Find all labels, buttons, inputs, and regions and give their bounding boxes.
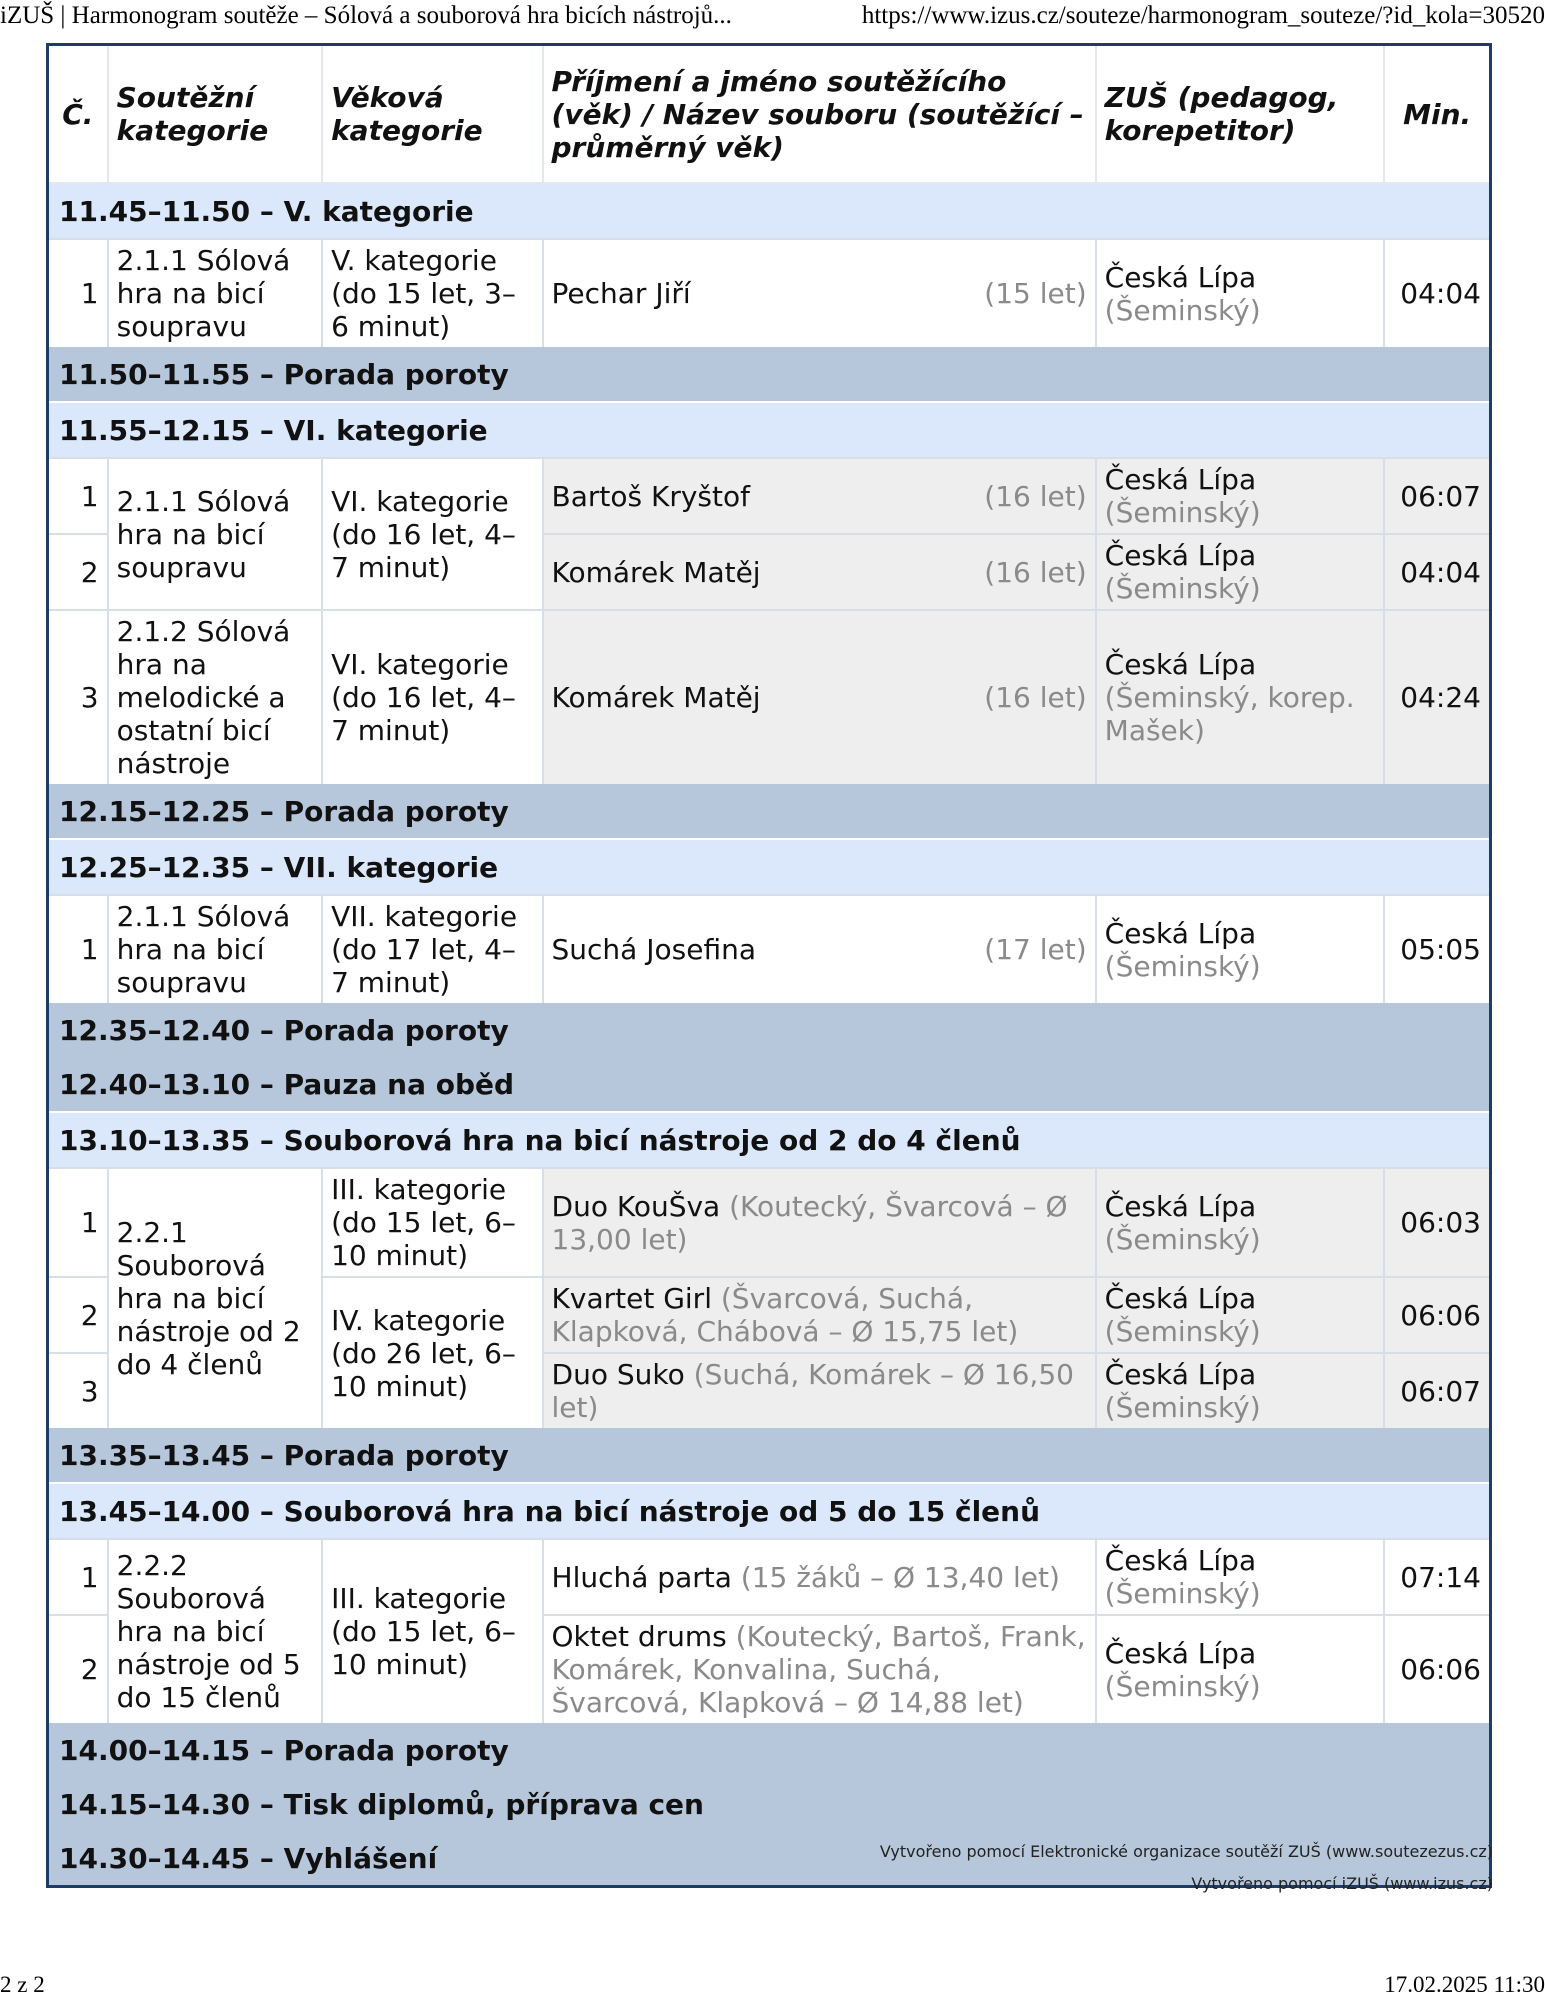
school	[1096, 1539, 1385, 1615]
contestant	[543, 534, 1096, 610]
school-name: Česká Lípa	[1104, 916, 1257, 950]
ensemble-members: (Koutecký, Švarcová – Ø 13,00 let)	[551, 1189, 1068, 1256]
competition-category: 2.1.1 Sólová hra na bicí soupravu	[108, 239, 322, 347]
section-heading: 14.15–14.30 – Tisk diplomů, příprava cen	[48, 1777, 1491, 1831]
print-datetime: 17.02.2025 11:30	[1384, 1972, 1545, 1997]
ensemble	[543, 1168, 1096, 1277]
credits-line-2: Vytvořeno pomocí iZUŠ (www.izus.cz)	[1191, 1874, 1493, 1893]
section-heading: 11.45–11.50 – V. kategorie	[48, 183, 1491, 239]
teacher: (Šeminský)	[1104, 572, 1261, 605]
header-age-category: Věková kategorie	[322, 45, 542, 184]
competition-category: 2.1.1 Sólová hra na bicí soupravu	[108, 895, 322, 1003]
school	[1096, 1353, 1385, 1428]
table-row	[48, 610, 1491, 784]
ensemble-name: Duo KouŠva	[551, 1189, 721, 1223]
contestant-age: (16 let)	[984, 681, 1087, 714]
school-name: Česká Lípa	[1104, 1358, 1257, 1391]
contestant-age: (17 let)	[984, 933, 1087, 966]
header-num: Č.	[48, 45, 108, 184]
row-number: 3	[48, 1353, 108, 1428]
section-heading: 14.00–14.15 – Porada poroty	[48, 1723, 1491, 1777]
school	[1096, 1168, 1385, 1277]
row-number: 1	[48, 1168, 108, 1277]
school	[1096, 1615, 1385, 1723]
minutes: 05:05	[1384, 895, 1490, 1003]
minutes: 06:07	[1384, 1353, 1490, 1428]
minutes: 07:14	[1384, 1539, 1490, 1615]
ensemble-members: (Suchá, Komárek – Ø 16,50 let)	[551, 1358, 1074, 1424]
row-number: 2	[48, 1277, 108, 1353]
minutes: 04:04	[1384, 239, 1490, 347]
header-name: Příjmení a jméno soutěžícího (věk) / Název souboru (soutěžící – průměrný věk)	[543, 45, 1096, 184]
school	[1096, 458, 1385, 534]
ensemble-members: (15 žáků – Ø 13,40 let)	[740, 1560, 1060, 1594]
school-name: Česká Lípa	[1104, 1636, 1257, 1670]
contestant-name: Komárek Matěj	[551, 555, 761, 589]
section-heading: 12.40–13.10 – Pauza na oběd	[48, 1057, 1491, 1112]
section-heading: 12.25–12.35 – VII. kategorie	[48, 839, 1491, 895]
school-name: Česká Lípa	[1104, 539, 1257, 572]
contestant	[543, 458, 1096, 534]
teacher: (Šeminský)	[1104, 1315, 1261, 1348]
teacher: (Šeminský, korep. Mašek)	[1104, 681, 1355, 747]
minutes: 06:03	[1384, 1168, 1490, 1277]
school-name: Česká Lípa	[1104, 1189, 1257, 1223]
teacher: (Šeminský)	[1104, 1222, 1261, 1256]
section-heading: 11.50–11.55 – Porada poroty	[48, 347, 1491, 402]
age-category: III. kategorie (do 15 let, 6–10 minut)	[322, 1168, 542, 1277]
school	[1096, 534, 1385, 610]
age-category: VI. kategorie (do 16 let, 4–7 minut)	[322, 610, 542, 784]
school	[1096, 895, 1385, 1003]
ensemble-name: Oktet drums	[551, 1620, 727, 1653]
minutes: 04:24	[1384, 610, 1490, 784]
teacher: (Šeminský)	[1104, 1669, 1261, 1703]
age-category: IV. kategorie (do 26 let, 6–10 minut)	[322, 1277, 542, 1428]
header-category: Soutěžní kategorie	[108, 45, 322, 184]
contestant-age: (16 let)	[984, 555, 1087, 589]
section-heading: 12.35–12.40 – Porada poroty	[48, 1003, 1491, 1057]
contestant-age: (16 let)	[984, 479, 1087, 513]
contestant-name: Pechar Jiří	[551, 277, 691, 310]
ensemble	[543, 1353, 1096, 1428]
table-row	[48, 458, 1491, 534]
header-school: ZUŠ (pedagog, korepetitor)	[1096, 45, 1385, 184]
section-heading: 12.15–12.25 – Porada poroty	[48, 784, 1491, 839]
competition-category: 2.1.2 Sólová hra na melodické a ostatní bicí nástroje	[108, 610, 322, 784]
contestant-age: (15 let)	[984, 277, 1087, 310]
teacher: (Šeminský)	[1104, 1391, 1261, 1424]
age-category: V. kategorie (do 15 let, 3–6 minut)	[322, 239, 542, 347]
table-row	[48, 1168, 1491, 1277]
school	[1096, 1277, 1385, 1353]
teacher: (Šeminský)	[1104, 1577, 1261, 1610]
ensemble-name: Kvartet Girl	[551, 1282, 712, 1315]
table-row	[48, 239, 1491, 347]
school-name: Česká Lípa	[1104, 1544, 1257, 1577]
ensemble-members: (Koutecký, Bartoš, Frank, Komárek, Konvalina, Suchá, Švarcová, Klapková – Ø 14,88 let)	[551, 1620, 1086, 1719]
school	[1096, 239, 1385, 347]
row-number: 3	[48, 610, 108, 784]
row-number: 1	[48, 458, 108, 534]
teacher: (Šeminský)	[1104, 496, 1261, 529]
contestant	[543, 895, 1096, 1003]
contestant-name: Bartoš Kryštof	[551, 479, 750, 513]
schedule-table	[46, 43, 1492, 1888]
table-row	[48, 895, 1491, 1003]
contestant	[543, 239, 1096, 347]
section-heading: 13.45–14.00 – Souborová hra na bicí nástroje od 5 do 15 členů	[48, 1483, 1491, 1539]
ensemble-name: Duo Suko	[551, 1358, 685, 1391]
credits-line-1: Vytvořeno pomocí Elektronické organizace soutěží ZUŠ (www.soutezezus.cz)	[879, 1842, 1493, 1861]
section-heading: 13.10–13.35 – Souborová hra na bicí nástroje od 2 do 4 členů	[48, 1112, 1491, 1168]
page-number: 2 z 2	[0, 1972, 45, 1997]
competition-category: 2.2.2 Souborová hra na bicí nástroje od 5 do 15 členů	[108, 1539, 322, 1723]
school-name: Česká Lípa	[1104, 648, 1257, 681]
school-name: Česká Lípa	[1104, 463, 1257, 496]
age-category: VI. kategorie (do 16 let, 4–7 minut)	[322, 458, 542, 610]
competition-category: 2.1.1 Sólová hra na bicí soupravu	[108, 458, 322, 610]
contestant-name: Komárek Matěj	[551, 681, 761, 714]
age-category: VII. kategorie (do 17 let, 4–7 minut)	[322, 895, 542, 1003]
section-heading: 13.35–13.45 – Porada poroty	[48, 1428, 1491, 1483]
ensemble	[543, 1539, 1096, 1615]
school	[1096, 610, 1385, 784]
ensemble-name: Hluchá parta	[551, 1560, 732, 1594]
row-number: 1	[48, 239, 108, 347]
contestant	[543, 610, 1096, 784]
row-number: 2	[48, 534, 108, 610]
teacher: (Šeminský)	[1104, 949, 1261, 983]
ensemble-members: (Švarcová, Suchá, Klapková, Chábová – Ø 15,75 let)	[551, 1282, 1019, 1348]
school-name: Česká Lípa	[1104, 260, 1257, 294]
section-heading: 11.55–12.15 – VI. kategorie	[48, 402, 1491, 458]
row-number: 1	[48, 1539, 108, 1615]
print-page-url: https://www.izus.cz/souteze/harmonogram_souteze/?id_kola=30520	[861, 2, 1545, 29]
teacher: (Šeminský)	[1104, 293, 1261, 327]
minutes: 06:07	[1384, 458, 1490, 534]
minutes: 04:04	[1384, 534, 1490, 610]
school-name: Česká Lípa	[1104, 1282, 1257, 1315]
ensemble	[543, 1277, 1096, 1353]
row-number: 1	[48, 895, 108, 1003]
age-category: III. kategorie (do 15 let, 6–10 minut)	[322, 1539, 542, 1723]
header-min: Min.	[1384, 45, 1490, 184]
row-number: 2	[48, 1615, 108, 1723]
minutes: 06:06	[1384, 1615, 1490, 1723]
ensemble	[543, 1615, 1096, 1723]
print-page-title: iZUŠ | Harmonogram soutěže – Sólová a souborová hra bicích nástrojů...	[0, 2, 732, 29]
table-row	[48, 1539, 1491, 1615]
section-heading: 14.30–14.45 – Vyhlášení	[48, 1831, 1491, 1887]
table-header-row	[48, 45, 1491, 184]
minutes: 06:06	[1384, 1277, 1490, 1353]
competition-category: 2.2.1 Souborová hra na bicí nástroje od 2 do 4 členů	[108, 1168, 322, 1428]
contestant-name: Suchá Josefina	[551, 933, 756, 966]
